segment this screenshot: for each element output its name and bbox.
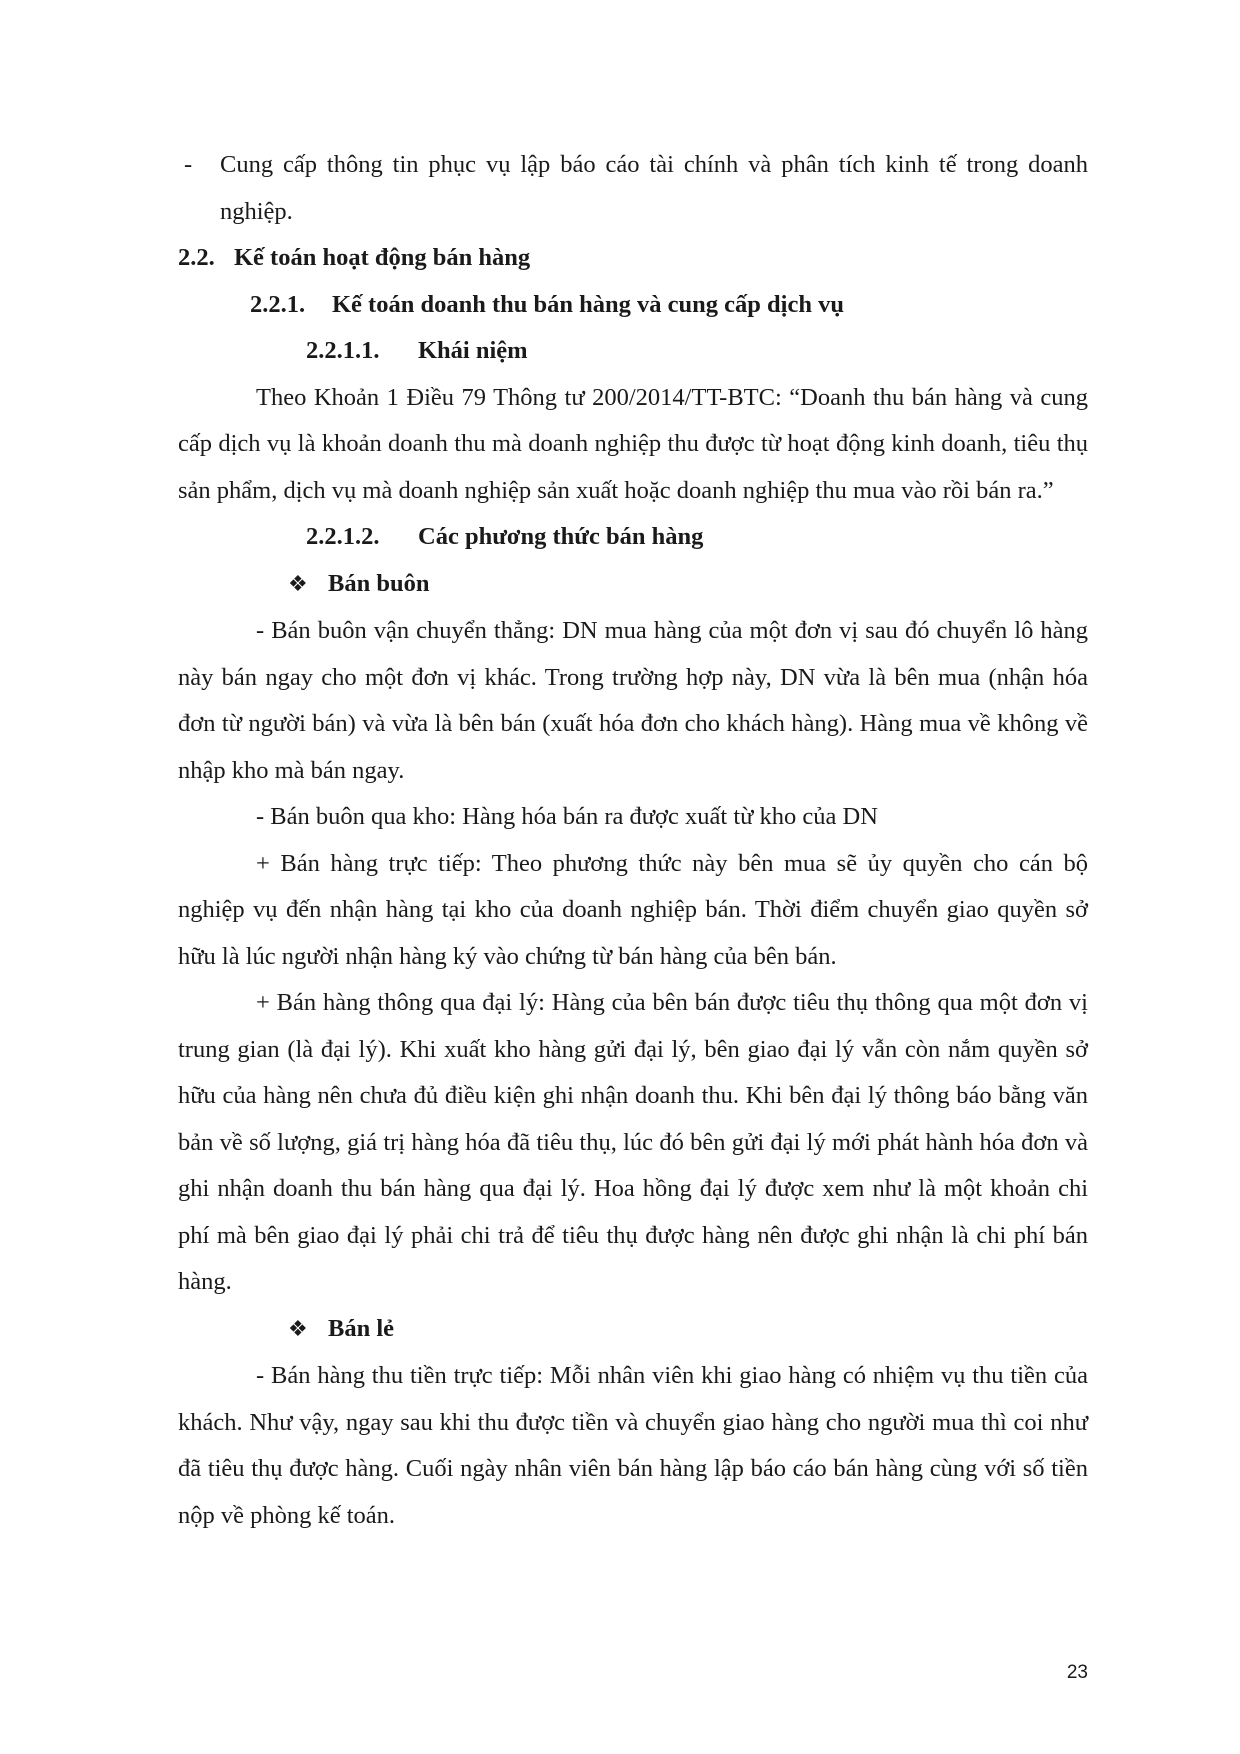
section-number: 2.2.1.	[250, 290, 306, 318]
retail-heading	[178, 1306, 1088, 1354]
list-marker: -	[184, 151, 193, 178]
list-item	[178, 142, 1088, 235]
paragraph: + Bán hàng trực tiếp: Theo phương thức này bên mua sẽ ủy quyền cho cán bộ nghiệp vụ đến nhận hàng tại kho của doanh nghiệp bán. Thời điểm chuyển giao quyền sở hữu là lúc người nhận hàng ký vào chứng từ bán hàng của bên bán.	[178, 849, 1088, 970]
section-number: 2.2.	[178, 244, 215, 271]
diamond-bullet-icon: ❖	[288, 571, 308, 597]
section-heading-2-2-1	[178, 282, 1088, 329]
wholesale-heading	[178, 561, 1088, 609]
list-item-text: Cung cấp thông tin phục vụ lập báo cáo tài chính và phân tích kinh tế trong doanh nghiệp.	[220, 151, 1088, 225]
section-title: Kế toán hoạt động bán hàng	[234, 244, 531, 271]
diamond-bullet-icon: ❖	[288, 1316, 308, 1342]
wholesale-title: Bán buôn	[328, 569, 430, 597]
section-number: 2.2.1.2.	[306, 523, 380, 550]
paragraph: - Bán hàng thu tiền trực tiếp: Mỗi nhân viên khi giao hàng có nhiệm vụ thu tiền của khách. Như vậy, ngay sau khi thu được tiền và chuyển giao hàng cho người mua thì coi như đã tiêu thụ được hàng. Cuối ngày nhân viên bán hàng lập báo cáo bán hàng cùng với số tiền nộp về phòng kế toán.	[178, 1362, 1088, 1529]
paragraph: - Bán buôn qua kho: Hàng hóa bán ra được xuất từ kho của DN	[256, 803, 878, 830]
paragraph: - Bán buôn vận chuyển thẳng: DN mua hàng của một đơn vị sau đó chuyển lô hàng này bán ngay cho một đơn vị khác. Trong trường hợp này, DN vừa là bên mua (nhận hóa đơn từ người bán) và vừa là bên bán (xuất hóa đơn cho khách hàng). Hàng mua về không về nhập kho mà bán ngay.	[178, 617, 1088, 784]
section-heading-2-2-1-2	[178, 514, 1088, 561]
section-heading-2-2	[178, 235, 1088, 282]
section-title: Khái niệm	[418, 337, 528, 364]
section-title: Các phương thức bán hàng	[418, 523, 704, 550]
definition-paragraph: Theo Khoản 1 Điều 79 Thông tư 200/2014/TT-BTC: “Doanh thu bán hàng và cung cấp dịch vụ là khoản doanh thu mà doanh nghiệp thu được từ hoạt động kinh doanh, tiêu thụ sản phẩm, dịch vụ mà doanh nghiệp sản xuất hoặc doanh nghiệp thu mua vào rồi bán ra.”	[178, 383, 1088, 504]
paragraph: + Bán hàng thông qua đại lý: Hàng của bên bán được tiêu thụ thông qua một đơn vị trung gian (là đại lý). Khi xuất kho hàng gửi đại lý, bên giao đại lý vẫn còn nắm quyền sở hữu của hàng nên chưa đủ điều kiện ghi nhận doanh thu. Khi bên đại lý thông báo bằng văn bản về số lượng, giá trị hàng hóa đã tiêu thụ, lúc đó bên gửi đại lý mới phát hành hóa đơn và ghi nhận doanh thu bán hàng qua đại lý. Hoa hồng đại lý được xem như là một khoản chi phí mà bên giao đại lý phải chi trả để tiêu thụ được hàng nên được ghi nhận là chi phí bán hàng.	[178, 989, 1088, 1295]
section-heading-2-2-1-1	[178, 328, 1088, 375]
section-number: 2.2.1.1.	[306, 337, 380, 364]
page-number: 23	[1066, 1662, 1088, 1683]
retail-title: Bán lẻ	[328, 1314, 395, 1342]
section-title: Kế toán doanh thu bán hàng và cung cấp dịch vụ	[332, 290, 844, 318]
page-content	[178, 142, 1088, 1539]
